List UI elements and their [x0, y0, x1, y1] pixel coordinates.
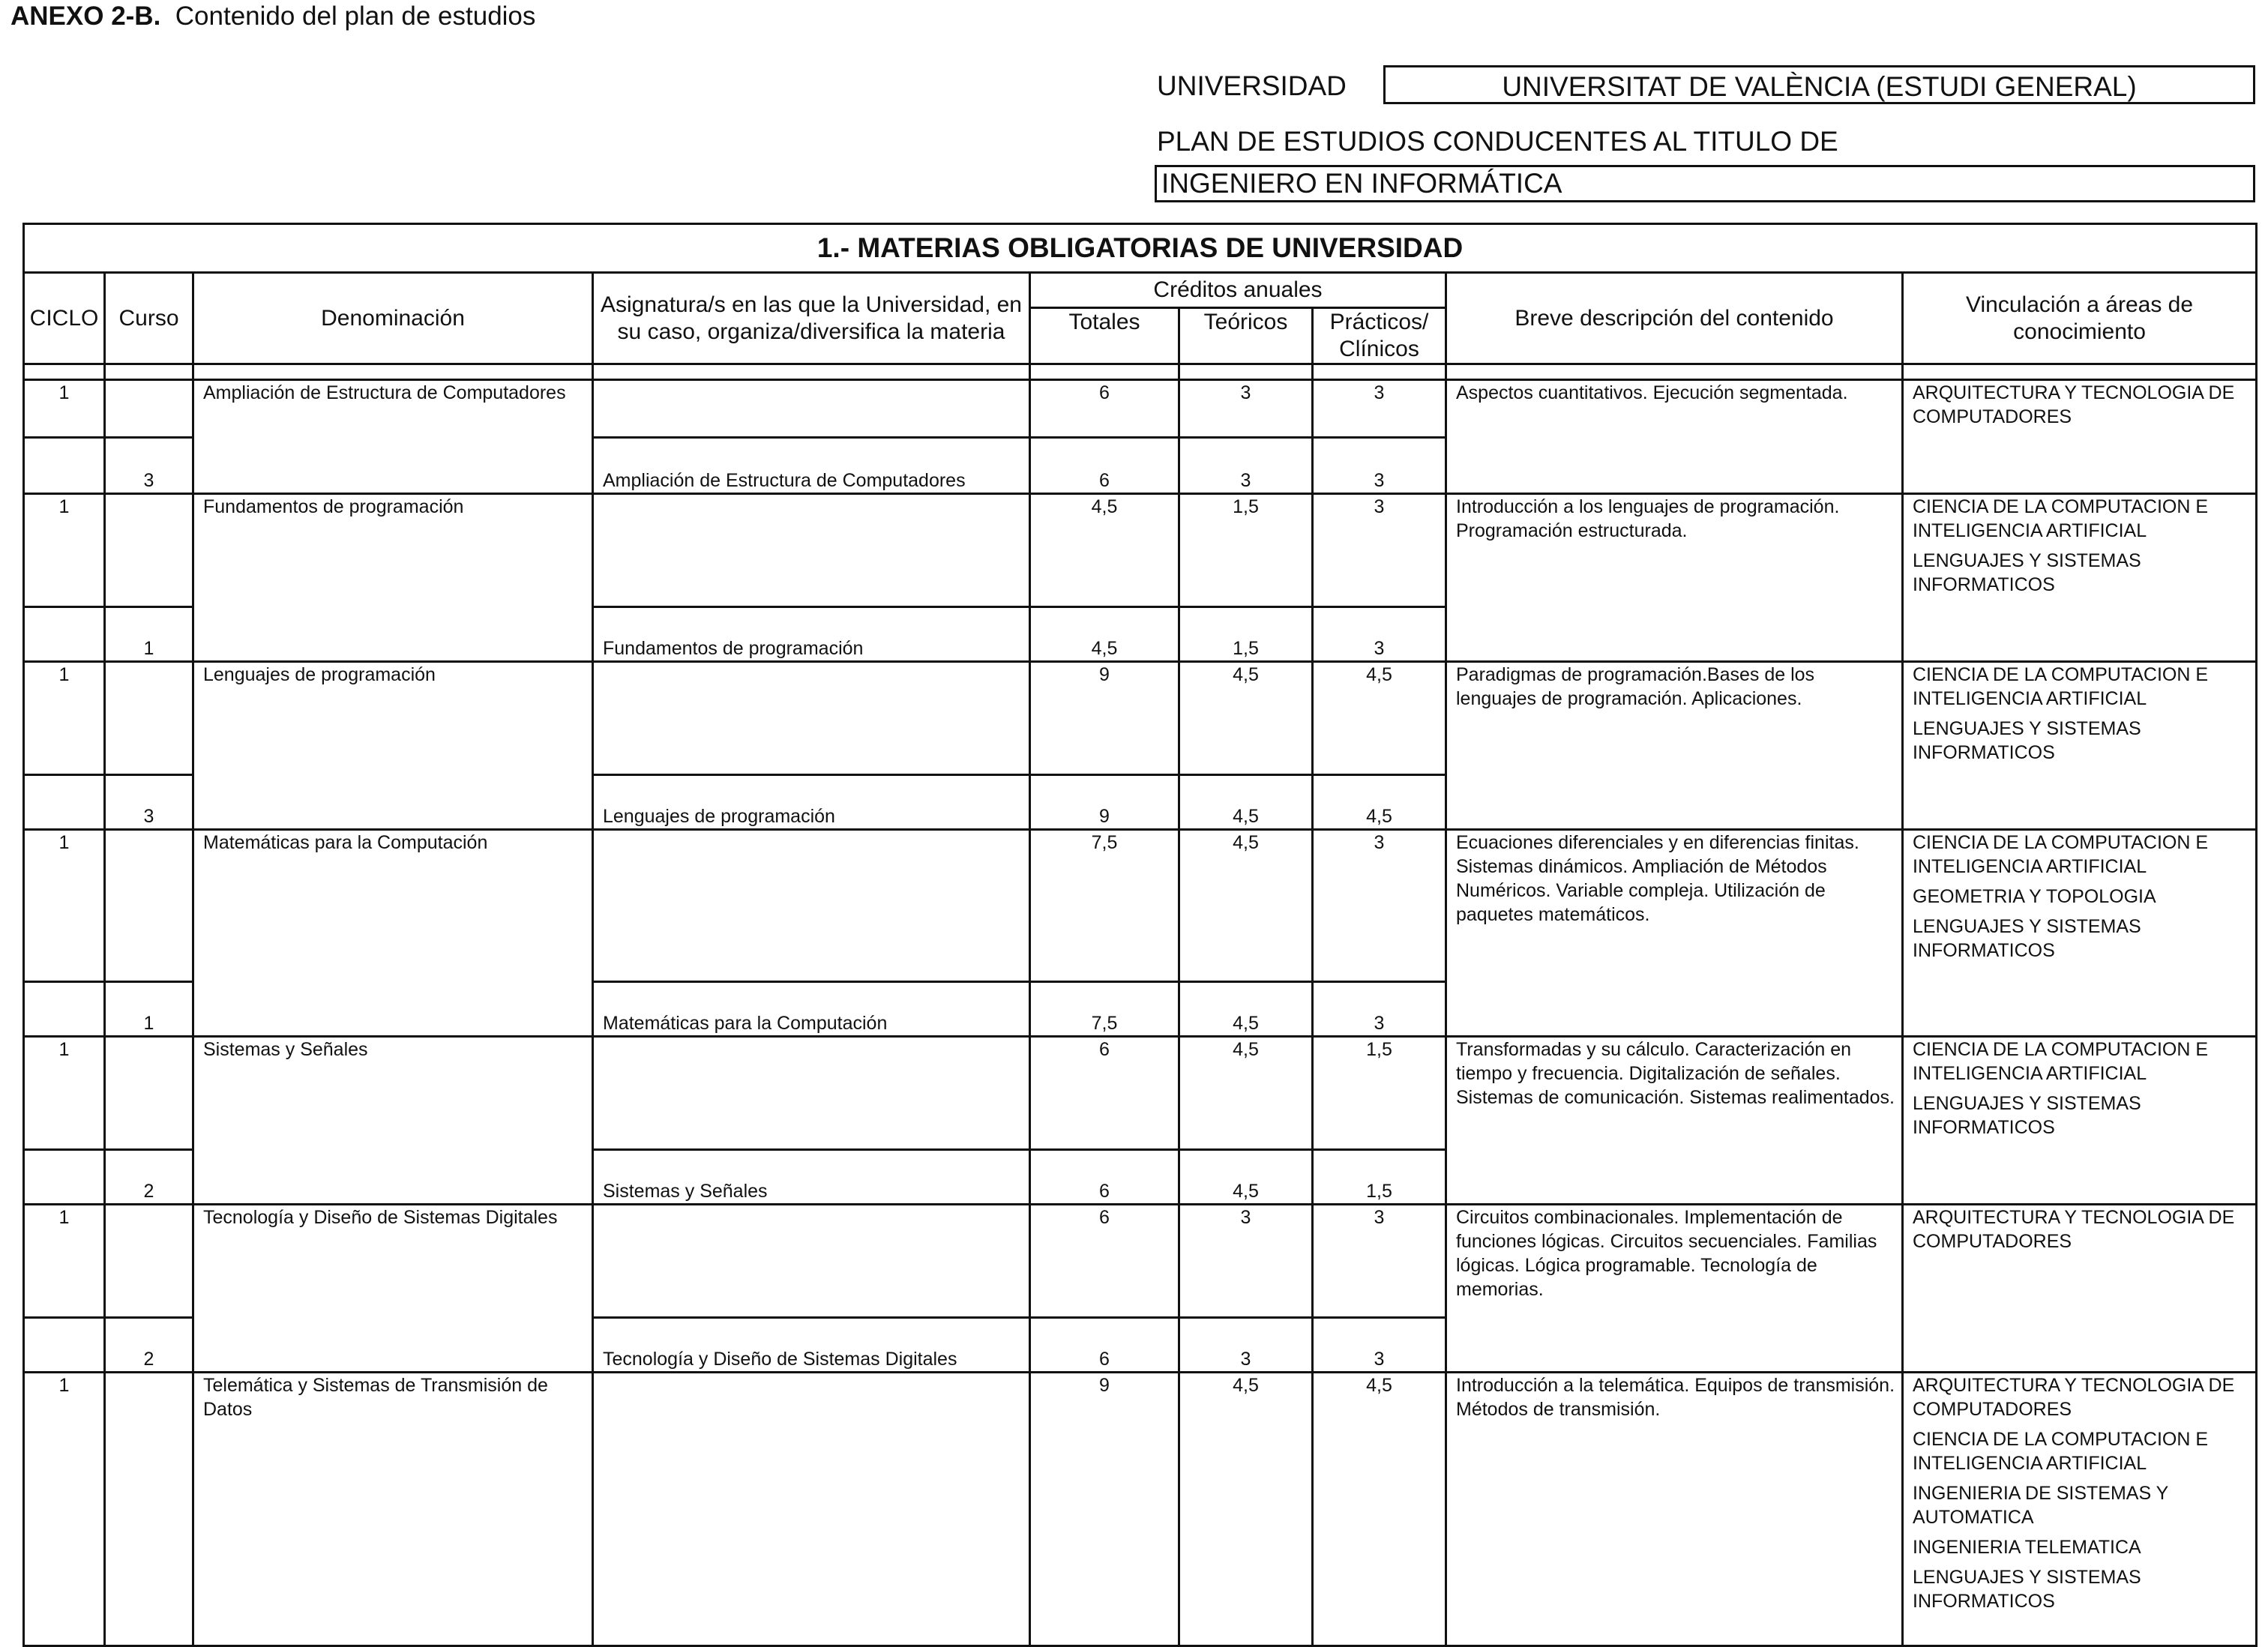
cell-teoricos: 4,5: [1179, 662, 1313, 775]
cell-sub-practicos: 3: [1313, 607, 1446, 662]
cell-descripcion: Aspectos cuantitativos. Ejecución segmentada.: [1446, 380, 1903, 494]
area-item: GEOMETRIA Y TOPOLOGIA: [1913, 886, 2156, 907]
cell-sub-practicos: 3: [1313, 438, 1446, 494]
col-ciclo: CICLO: [24, 273, 105, 364]
cell-areas: [1903, 380, 2257, 494]
cell-asignatura-empty: [593, 1205, 1030, 1318]
cell-sub-teoricos: 3: [1179, 438, 1313, 494]
cell-teoricos: 4,5: [1179, 1373, 1313, 1646]
cell-totales: 6: [1030, 1037, 1179, 1150]
cell-denominacion: Sistemas y Señales: [193, 1037, 593, 1205]
cell-curso: 2: [105, 1150, 193, 1205]
cell-curso: 3: [105, 438, 193, 494]
cell-areas: [1903, 1205, 2257, 1373]
col-descripcion: Breve descripción del contenido: [1446, 273, 1903, 364]
cell-totales: 9: [1030, 662, 1179, 775]
cell-asignatura-empty: [593, 662, 1030, 775]
cell-ciclo-empty: [24, 438, 105, 494]
cell-teoricos: 4,5: [1179, 1037, 1313, 1150]
cell-sub-totales: 6: [1030, 1150, 1179, 1205]
area-item: ARQUITECTURA Y TECNOLOGIA DE COMPUTADORES: [1913, 1207, 2235, 1252]
cell-ciclo-empty: [24, 775, 105, 830]
area-item: ARQUITECTURA Y TECNOLOGIA DE COMPUTADORES: [1913, 382, 2235, 427]
annex-number: ANEXO 2-B.: [10, 1, 161, 31]
cell-sub-practicos: 1,5: [1313, 1150, 1446, 1205]
subject-row: [24, 662, 2257, 775]
cell-teoricos: 3: [1179, 380, 1313, 438]
cell-curso-empty: [105, 662, 193, 775]
cell-practicos: 4,5: [1313, 662, 1446, 775]
cell-denominacion: Fundamentos de programación: [193, 494, 593, 662]
cell-sub-totales: 4,5: [1030, 607, 1179, 662]
col-totales: Totales: [1030, 308, 1179, 364]
cell-descripcion: Transformadas y su cálculo. Caracterización en tiempo y frecuencia. Digitalización de señales. Sistemas de comunicación. Sistemas realimentados.: [1446, 1037, 1903, 1205]
cell-asignatura: Matemáticas para la Computación: [593, 982, 1030, 1037]
area-item: LENGUAJES Y SISTEMAS INFORMATICOS: [1913, 1567, 2141, 1612]
col-creditos: Créditos anuales: [1030, 273, 1446, 308]
cell-denominacion: Lenguajes de programación: [193, 662, 593, 830]
area-item: LENGUAJES Y SISTEMAS INFORMATICOS: [1913, 916, 2141, 961]
cell-areas: [1903, 662, 2257, 830]
cell-curso: 2: [105, 1318, 193, 1373]
cell-curso: 1: [105, 607, 193, 662]
cell-denominacion: Tecnología y Diseño de Sistemas Digitales: [193, 1205, 593, 1373]
cell-ciclo-empty: [24, 982, 105, 1037]
cell-practicos: 3: [1313, 494, 1446, 607]
cell-asignatura: Fundamentos de programación: [593, 607, 1030, 662]
cell-sub-totales: 6: [1030, 1318, 1179, 1373]
cell-sub-teoricos: 4,5: [1179, 1150, 1313, 1205]
cell-denominacion: Matemáticas para la Computación: [193, 830, 593, 1037]
cell-ciclo: 1: [24, 830, 105, 982]
cell-ciclo: 1: [24, 494, 105, 607]
col-asignatura: Asignatura/s en las que la Universidad, en su caso, organiza/diversifica la materia: [593, 273, 1030, 364]
cell-ciclo: 1: [24, 1037, 105, 1150]
cell-ciclo: 1: [24, 380, 105, 438]
section-title: 1.- MATERIAS OBLIGATORIAS DE UNIVERSIDAD: [24, 224, 2257, 273]
cell-totales: 9: [1030, 1373, 1179, 1646]
area-item: INGENIERIA TELEMATICA: [1913, 1537, 2141, 1558]
cell-areas: [1903, 1037, 2257, 1205]
col-teoricos: Teóricos: [1179, 308, 1313, 364]
plan-label: PLAN DE ESTUDIOS CONDUCENTES AL TITULO DE: [1157, 126, 1838, 157]
cell-asignatura: Lenguajes de programación: [593, 775, 1030, 830]
cell-sub-teoricos: 4,5: [1179, 982, 1313, 1037]
area-item: CIENCIA DE LA COMPUTACION E INTELIGENCIA ARTIFICIAL: [1913, 496, 2209, 541]
cell-denominacion: Telemática y Sistemas de Transmisión de Datos: [193, 1373, 593, 1646]
cell-curso-empty: [105, 1205, 193, 1318]
cell-sub-teoricos: 1,5: [1179, 607, 1313, 662]
cell-curso-empty: [105, 1037, 193, 1150]
col-curso: Curso: [105, 273, 193, 364]
cell-asignatura-empty: [593, 380, 1030, 438]
cell-sub-practicos: 3: [1313, 1318, 1446, 1373]
subject-row: [24, 1037, 2257, 1150]
annex-text: Contenido del plan de estudios: [175, 1, 536, 31]
cell-asignatura: Sistemas y Señales: [593, 1150, 1030, 1205]
cell-sub-totales: 6: [1030, 438, 1179, 494]
area-item: LENGUAJES Y SISTEMAS INFORMATICOS: [1913, 550, 2141, 595]
cell-practicos: 3: [1313, 380, 1446, 438]
col-practicos: Prácticos/ Clínicos: [1313, 308, 1446, 364]
area-item: LENGUAJES Y SISTEMAS INFORMATICOS: [1913, 1093, 2141, 1138]
cell-sub-totales: 9: [1030, 775, 1179, 830]
cell-areas: [1903, 830, 2257, 1037]
cell-asignatura-empty: [593, 494, 1030, 607]
cell-asignatura-empty: [593, 1037, 1030, 1150]
cell-curso-empty: [105, 494, 193, 607]
cell-ciclo: 1: [24, 1373, 105, 1646]
cell-sub-teoricos: 4,5: [1179, 775, 1313, 830]
cell-sub-totales: 7,5: [1030, 982, 1179, 1037]
cell-descripcion: Introducción a la telemática. Equipos de transmisión. Métodos de transmisión.: [1446, 1373, 1903, 1646]
area-item: CIENCIA DE LA COMPUTACION E INTELIGENCIA ARTIFICIAL: [1913, 1429, 2209, 1474]
cell-areas: [1903, 494, 2257, 662]
cell-teoricos: 1,5: [1179, 494, 1313, 607]
cell-teoricos: 3: [1179, 1205, 1313, 1318]
university-label: UNIVERSIDAD: [1157, 70, 1347, 101]
cell-practicos: 3: [1313, 1205, 1446, 1318]
area-item: ARQUITECTURA Y TECNOLOGIA DE COMPUTADORES: [1913, 1375, 2235, 1420]
subject-row: [24, 830, 2257, 982]
area-item: LENGUAJES Y SISTEMAS INFORMATICOS: [1913, 718, 2141, 763]
area-item: CIENCIA DE LA COMPUTACION E INTELIGENCIA ARTIFICIAL: [1913, 832, 2209, 877]
cell-curso-empty: [105, 1373, 193, 1646]
subject-row: [24, 1205, 2257, 1318]
degree-title: INGENIERO EN INFORMÁTICA: [1155, 165, 2255, 202]
cell-ciclo-empty: [24, 607, 105, 662]
cell-areas: [1903, 1373, 2257, 1646]
cell-sub-practicos: 4,5: [1313, 775, 1446, 830]
cell-descripcion: Circuitos combinacionales. Implementación de funciones lógicas. Circuitos secuenciales. Familias lógicas. Lógica programable. Tecnología de memorias.: [1446, 1205, 1903, 1373]
cell-sub-practicos: 3: [1313, 982, 1446, 1037]
cell-asignatura-empty: [593, 830, 1030, 982]
area-item: CIENCIA DE LA COMPUTACION E INTELIGENCIA ARTIFICIAL: [1913, 664, 2209, 709]
cell-curso-empty: [105, 380, 193, 438]
annex-heading: [10, 1, 535, 31]
col-vinculacion: Vinculación a áreas de conocimiento: [1903, 273, 2257, 364]
cell-ciclo: 1: [24, 662, 105, 775]
subjects-table: [22, 223, 2258, 1647]
subject-row: [24, 1373, 2257, 1646]
area-item: INGENIERIA DE SISTEMAS Y AUTOMATICA: [1913, 1483, 2168, 1528]
cell-asignatura: Ampliación de Estructura de Computadores: [593, 438, 1030, 494]
cell-totales: 4,5: [1030, 494, 1179, 607]
cell-curso: 1: [105, 982, 193, 1037]
cell-curso: 3: [105, 775, 193, 830]
cell-asignatura-empty: [593, 1373, 1030, 1646]
cell-totales: 6: [1030, 1205, 1179, 1318]
cell-practicos: 1,5: [1313, 1037, 1446, 1150]
cell-asignatura: Tecnología y Diseño de Sistemas Digitales: [593, 1318, 1030, 1373]
cell-teoricos: 4,5: [1179, 830, 1313, 982]
cell-practicos: 3: [1313, 830, 1446, 982]
cell-totales: 6: [1030, 380, 1179, 438]
cell-descripcion: Paradigmas de programación.Bases de los lenguajes de programación. Aplicaciones.: [1446, 662, 1903, 830]
cell-denominacion: Ampliación de Estructura de Computadores: [193, 380, 593, 494]
cell-curso-empty: [105, 830, 193, 982]
cell-ciclo-empty: [24, 1318, 105, 1373]
cell-ciclo-empty: [24, 1150, 105, 1205]
cell-totales: 7,5: [1030, 830, 1179, 982]
area-item: CIENCIA DE LA COMPUTACION E INTELIGENCIA ARTIFICIAL: [1913, 1039, 2209, 1084]
cell-descripcion: Introducción a los lenguajes de programación. Programación estructurada.: [1446, 494, 1903, 662]
cell-descripcion: Ecuaciones diferenciales y en diferencias finitas. Sistemas dinámicos. Ampliación de Métodos Numéricos. Variable compleja. Utilización de paquetes matemáticos.: [1446, 830, 1903, 1037]
university-value: UNIVERSITAT DE VALÈNCIA (ESTUDI GENERAL): [1383, 65, 2255, 104]
subject-row: [24, 494, 2257, 607]
subject-row: [24, 380, 2257, 438]
cell-practicos: 4,5: [1313, 1373, 1446, 1646]
cell-ciclo: 1: [24, 1205, 105, 1318]
col-denominacion: Denominación: [193, 273, 593, 364]
cell-sub-teoricos: 3: [1179, 1318, 1313, 1373]
